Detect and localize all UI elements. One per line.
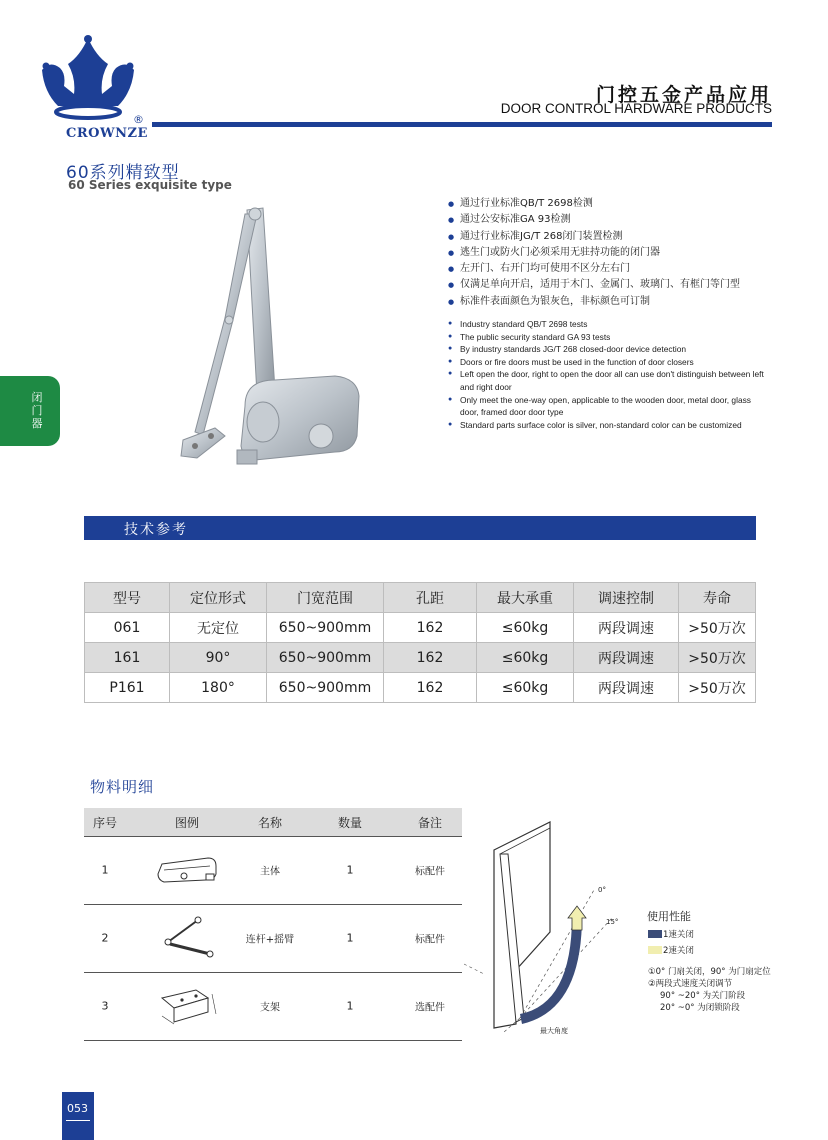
cell: >50万次 — [679, 613, 756, 643]
cell: 650~900mm — [267, 673, 384, 703]
tech-section-title: 技术参考 — [124, 522, 188, 538]
column-header: 孔距 — [384, 583, 477, 613]
angle-15-label: 15° — [606, 918, 619, 926]
column-header: 型号 — [85, 583, 170, 613]
performance-note: ②两段式速度关闭调节 — [648, 979, 733, 989]
cell: P161 — [85, 673, 170, 703]
max-angle-label: 最大角度 — [540, 1027, 568, 1035]
item-name: 主体 — [260, 866, 280, 878]
feature-en-item: ● By industry standards JG/T 268 closed-door device detection — [448, 343, 768, 356]
series-title-cn: 60系列精致型 — [66, 163, 180, 183]
feature-cn-item: ● 仅满足单向开启，适用于木门、金属门、玻璃门、有框门等门型 — [448, 277, 788, 293]
item-number: 2 — [101, 931, 109, 945]
feature-en-item: ● Standard parts surface color is silver, non-standard color can be customized — [448, 419, 768, 432]
cell: 161 — [85, 643, 170, 673]
cell: 两段调速 — [574, 643, 679, 673]
cell: 162 — [384, 673, 477, 703]
item-note: 选配件 — [415, 1002, 445, 1014]
side-tab-label: 闭门器 — [31, 391, 43, 430]
registered-mark: ® — [133, 113, 144, 126]
legend-item-speed1 — [648, 928, 694, 940]
cell: 两段调速 — [574, 613, 679, 643]
cell: >50万次 — [679, 673, 756, 703]
item-qty: 1 — [346, 931, 354, 945]
cell: 无定位 — [170, 613, 267, 643]
tech-spec-table — [84, 582, 756, 703]
feature-en-item: ● Industry standard QB/T 2698 tests — [448, 318, 768, 331]
column-header: 备注 — [417, 816, 443, 830]
cell: ≤60kg — [477, 613, 574, 643]
list-item — [84, 972, 462, 1041]
table-header-row — [85, 583, 756, 613]
cell: 162 — [384, 613, 477, 643]
feature-en-item: ● Only meet the one-way open, applicable to the wooden door, metal door, glass door, framed door door type — [448, 394, 768, 419]
performance-note: ①0° 门扇关闭，90° 为门扇定位 — [648, 967, 771, 977]
table-row — [85, 613, 756, 643]
list-item — [84, 836, 462, 905]
feature-en-item: ● The public security standard GA 93 tests — [448, 331, 768, 344]
item-number: 3 — [101, 999, 109, 1013]
brand-name: CROWNZE — [66, 126, 148, 141]
legend-swatch — [648, 930, 662, 938]
cell: ≤60kg — [477, 673, 574, 703]
performance-note: 90° ~20° 为关门阶段 — [660, 991, 746, 1001]
item-qty: 1 — [346, 863, 354, 877]
tech-section-bar — [84, 516, 756, 540]
column-header: 序号 — [92, 816, 118, 830]
header-title-cn: 门控五金产品应用 — [595, 84, 772, 106]
feature-en-item: ● Left open the door, right to open the door all can use don't distinguish between left and right door — [448, 368, 768, 393]
legend-item-speed2 — [648, 944, 694, 956]
side-category-tab[interactable] — [0, 376, 60, 446]
closer-body-icon — [156, 852, 220, 886]
cell: 061 — [85, 613, 170, 643]
page-number: 053 — [67, 1102, 88, 1115]
column-header: 数量 — [337, 816, 363, 830]
materials-title: 物料明细 — [90, 778, 155, 796]
door-closer-product-image — [175, 200, 375, 470]
column-header: 名称 — [257, 816, 283, 830]
header-title-en: DOOR CONTROL HARDWARE PRODUCTS — [500, 101, 772, 116]
item-number: 1 — [101, 863, 109, 877]
table-row — [85, 643, 756, 673]
item-qty: 1 — [346, 999, 354, 1013]
table-row — [85, 673, 756, 703]
legend-label: 2速关闭 — [663, 946, 694, 956]
features-en-list — [448, 318, 768, 431]
feature-cn-item: ● 左开门、右开门均可使用不区分左右门 — [448, 261, 788, 277]
angle-0-label: 0° — [598, 886, 606, 894]
materials-header — [84, 808, 462, 837]
cell: 180° — [170, 673, 267, 703]
crown-logo — [36, 34, 140, 126]
header-rule — [152, 122, 772, 127]
linkage-arm-icon — [158, 914, 220, 960]
cell: >50万次 — [679, 643, 756, 673]
list-item — [84, 904, 462, 973]
feature-cn-item: ● 通过公安标准GA 93检测 — [448, 212, 788, 228]
item-name: 支架 — [260, 1002, 280, 1014]
column-header: 寿命 — [679, 583, 756, 613]
column-header: 定位形式 — [170, 583, 267, 613]
page-number-rule — [66, 1120, 90, 1121]
feature-cn-item: ● 通过行业标准QB/T 2698检测 — [448, 196, 788, 212]
performance-title: 使用性能 — [647, 910, 691, 923]
cell: 90° — [170, 643, 267, 673]
cell: ≤60kg — [477, 643, 574, 673]
item-note: 标配件 — [415, 934, 445, 946]
legend-label: 1速关闭 — [663, 930, 694, 940]
column-header: 门宽范围 — [267, 583, 384, 613]
performance-note: 20° ~0° 为闭锁阶段 — [660, 1003, 740, 1013]
legend-swatch — [648, 946, 662, 954]
item-name: 连杆+摇臂 — [245, 934, 295, 946]
feature-cn-item: ● 标准件表面颜色为银灰色，非标颜色可订制 — [448, 294, 788, 310]
feature-cn-item: ● 逃生门或防火门必须采用无驻持功能的闭门器 — [448, 245, 788, 261]
feature-en-item: ● Doors or fire doors must be used in the function of door closers — [448, 356, 768, 369]
cell: 650~900mm — [267, 613, 384, 643]
cell: 162 — [384, 643, 477, 673]
item-note: 标配件 — [415, 866, 445, 878]
column-header: 最大承重 — [477, 583, 574, 613]
features-cn-list — [448, 196, 788, 310]
door-swing-diagram — [464, 814, 634, 1040]
column-header: 图例 — [174, 816, 200, 830]
column-header: 调速控制 — [574, 583, 679, 613]
bracket-icon — [156, 984, 222, 1028]
series-title-en: 60 Series exquisite type — [68, 178, 232, 192]
cell: 两段调速 — [574, 673, 679, 703]
page-number-tab — [62, 1092, 94, 1140]
cell: 650~900mm — [267, 643, 384, 673]
feature-cn-item: ● 通过行业标准JG/T 268闭门装置检测 — [448, 229, 788, 245]
